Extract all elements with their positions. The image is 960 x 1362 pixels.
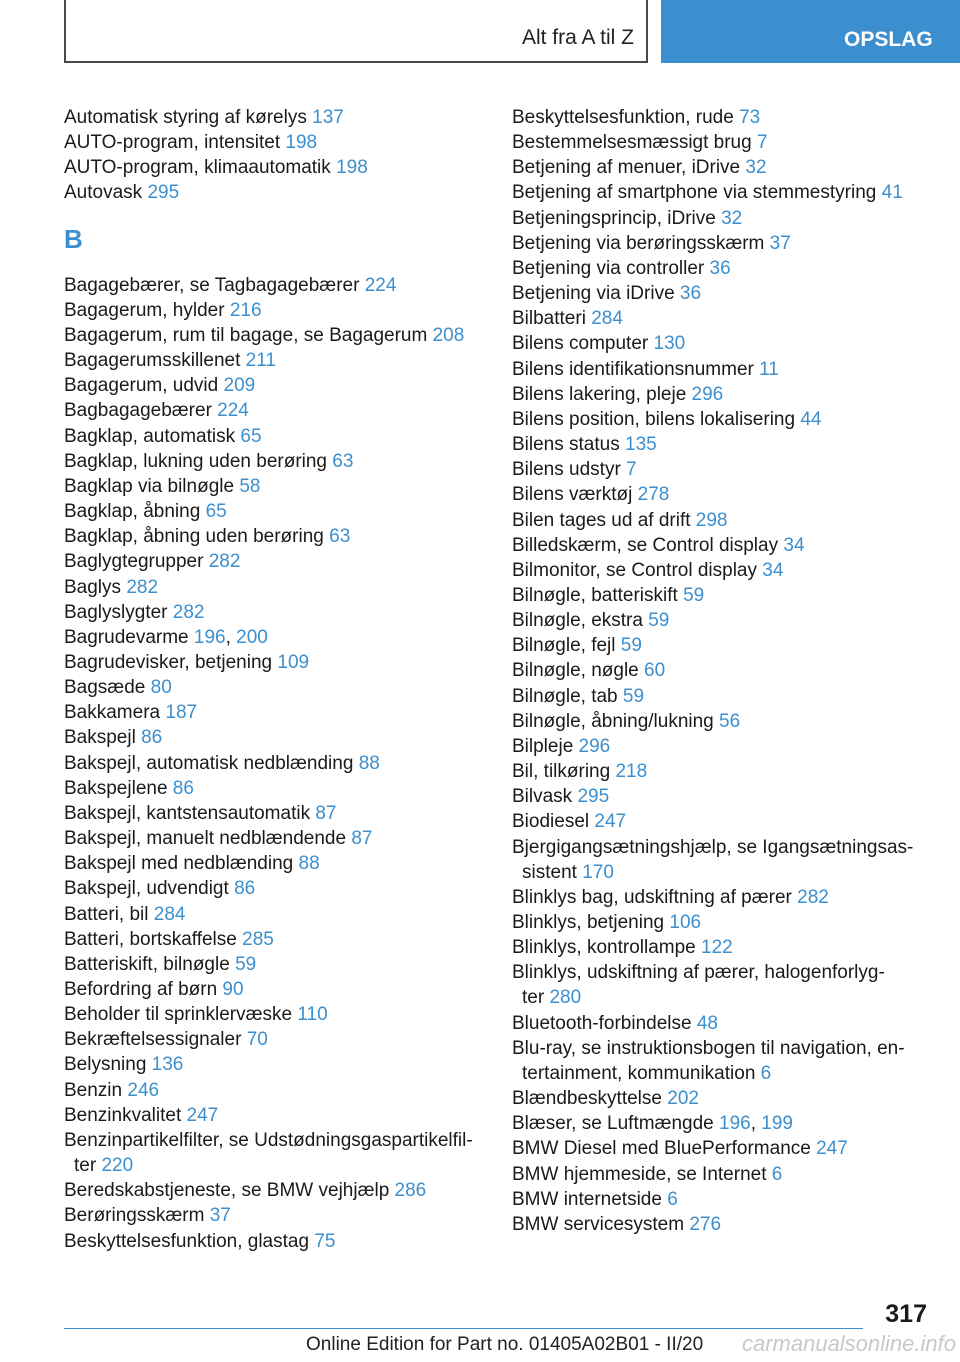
page-reference-link[interactable]: 11 [759,358,779,380]
index-entry [64,398,484,423]
entry-term: Bagrudevisker, betjening [64,651,278,673]
index-entry [512,206,932,231]
page-reference-link[interactable]: 56 [719,710,741,732]
entry-term: Bilnøgle, ekstra [512,610,649,632]
index-entry [64,952,484,977]
page-reference-link[interactable]: 218 [615,761,648,783]
index-entry [64,1178,484,1203]
footer-divider [64,1328,863,1329]
header-box [64,0,648,63]
entry-term: Betjeningsprincip, iDrive [512,207,722,229]
page-reference-link[interactable]: 224 [364,274,397,296]
entry-term: BMW hjemmeside, se Internet [512,1163,772,1185]
page-reference-link[interactable]: 136 [151,1054,184,1076]
page-reference-link[interactable]: 59 [235,953,257,975]
entry-term: Bakspejl, automatisk nedblænding [64,752,359,774]
index-entry [64,499,484,524]
entry-term-continued: sistent [522,861,583,883]
index-entry [64,373,484,398]
index-entry [512,180,932,205]
page-reference-link[interactable]: 37 [209,1205,231,1227]
page-reference-link[interactable]: 247 [186,1104,219,1126]
entry-term: Blu-ray, se instruktionsbogen til navigation, en- [512,1037,905,1059]
entry-term: Beskyttelsesfunktion, glastag [64,1230,315,1252]
index-entry [64,751,484,776]
entry-term: Blæser, se Luftmængde [512,1113,719,1135]
page-reference-link[interactable]: 209 [223,375,256,397]
entry-term: Bakspejlene [64,777,173,799]
entry-term: Blinklys bag, udskiftning af pærer [512,886,798,908]
page-reference-link[interactable]: 44 [800,408,822,430]
entry-term: Autovask [64,182,148,204]
index-entry [64,130,484,155]
page-reference-link[interactable]: 276 [689,1213,722,1235]
index-entry [512,835,932,885]
entry-term: Billedskærm, se Control display [512,534,784,556]
index-entry [512,633,932,658]
entry-term-continued: ter [74,1155,102,1177]
edition-text: Online Edition for Part no. 01405A02B01 - II/20 [306,1334,704,1355]
page-reference-link[interactable]: 88 [358,752,380,774]
entry-term: Bilmonitor, se Control display [512,559,763,581]
index-entry [512,1036,932,1086]
entry-term-continued: tertainment, kommunikation [522,1062,761,1084]
index-entry [512,1136,932,1161]
page-reference-link[interactable]: 109 [277,651,310,673]
entry-term: Bakkamera [64,702,166,724]
index-entry [64,1078,484,1103]
entry-term: Bakspejl, manuelt nedblændende [64,828,352,850]
index-entry [512,709,932,734]
page-reference-link[interactable]: 285 [242,928,274,950]
page-reference-link[interactable]: 6 [667,1188,678,1210]
index-entry [512,684,932,709]
entry-term: Betjening af smartphone via stemmestyring [512,182,882,204]
entry-term: Beredskabstjeneste, se BMW vejhjælp [64,1180,395,1202]
entry-term: Bilnøgle, batteriskift [512,584,684,606]
page-reference-link[interactable]: 87 [315,802,337,824]
entry-term: Bilnøgle, åbning/lukning [512,710,720,732]
index-entry [64,180,484,205]
page-reference-link[interactable]: 65 [205,501,227,523]
entry-term: Bakspejl, udvendigt [64,878,235,900]
page-reference-link[interactable]: 59 [622,685,645,707]
page-reference-link[interactable]: 80 [150,677,172,699]
index-entry [64,273,484,298]
index-entry [512,105,932,130]
entry-term: Bagagerum, udvid [64,375,224,397]
entry-term: Bekræftelsessignaler [64,1029,247,1051]
index-entry [64,298,484,323]
opslag-tab-label: OPSLAG [844,28,933,51]
index-entry [512,331,932,356]
index-entry [512,130,932,155]
page-reference-link[interactable]: 284 [591,308,623,330]
page-reference-link[interactable]: 200 [236,626,268,648]
entry-term: AUTO-program, intensitet [64,132,286,154]
index-column-right [512,105,932,1237]
page-reference-link[interactable]: 282 [797,886,829,908]
index-entry [512,457,932,482]
page-reference-link[interactable]: 282 [126,576,159,598]
page-reference-link[interactable]: 211 [245,350,276,372]
entry-term: Benzinkvalitet [64,1104,187,1126]
page-reference-link[interactable]: 73 [739,107,761,128]
entry-term: Bilens identifikationsnummer [512,358,760,380]
page-reference-link[interactable]: 106 [669,912,702,933]
entry-term: Bakspejl med nedblænding [64,853,299,875]
index-entry [512,608,932,633]
index-entry [64,1052,484,1077]
entry-term: Benzinpartikelfilter, se Udstødningsgaspartikelfil- [64,1129,473,1151]
page-reference-link[interactable]: 296 [691,383,724,405]
index-entry [64,851,484,876]
index-entry [64,650,484,675]
page-reference-link[interactable]: 295 [577,786,610,808]
page-reference-link[interactable]: 70 [246,1029,268,1051]
index-entry [512,256,932,281]
entry-term: Bagklap, automatisk [64,425,241,447]
page-reference-link[interactable]: 58 [239,475,261,497]
entry-term: Bestemmelsesmæssigt brug [512,132,757,154]
entry-term: Befordring af børn [64,979,223,1000]
entry-term: Bilens computer [512,333,654,355]
index-entry [64,625,484,650]
index-entry [64,1103,484,1128]
entry-term: Blinklys, betjening [512,912,670,933]
entry-term: Bilens udstyr [512,459,627,481]
index-entry [512,155,932,180]
section-title: Alt fra A til Z [521,26,634,49]
page-reference-link[interactable]: 199 [761,1113,793,1135]
index-entry [512,885,932,910]
watermark: carmanualsonline.info [741,1331,956,1356]
entry-term: Baglys [64,576,127,598]
page-reference-link[interactable]: 278 [637,484,670,506]
page-reference-link[interactable]: 224 [217,400,249,422]
entry-term: BMW servicesystem [512,1213,690,1235]
page-reference-link[interactable]: 34 [783,534,805,556]
page-reference-link[interactable]: 48 [696,1012,718,1034]
index-entry [512,1212,932,1237]
entry-term: Batteriskift, bilnøgle [64,953,236,975]
entry-term: Bagklap, lukning uden berøring [64,450,333,472]
entry-term: Automatisk styring af kørelys [64,107,313,128]
page-reference-link[interactable]: 32 [745,157,767,179]
page-reference-link[interactable]: 187 [165,702,198,724]
page-reference-link[interactable]: 36 [709,257,731,279]
entry-term-continued: ter [522,987,550,1009]
index-entry [512,809,932,834]
index-entry [512,558,932,583]
entry-term: Bilvask [512,786,578,808]
entry-term: Betjening via berøringsskærm [512,232,770,254]
page-separator: , [750,1113,762,1135]
entry-term: Bakspejl, kantstensautomatik [64,802,316,824]
page-reference-link[interactable]: 282 [208,551,241,573]
index-entry [64,575,484,600]
entry-term: Biodiesel [512,811,595,833]
page-reference-link[interactable]: 247 [594,811,627,833]
entry-term: Bagbagagebærer [64,400,218,422]
page-reference-link[interactable]: 63 [332,450,354,472]
index-entry [512,432,932,457]
page-reference-link[interactable]: 295 [147,182,180,204]
page-reference-link[interactable]: 87 [351,828,373,850]
page-reference-link[interactable]: 36 [679,283,702,305]
page-reference-link[interactable]: 196 [193,626,226,648]
page-number: 317 [885,1300,927,1328]
entry-term: Bilens værktøj [512,484,638,506]
index-entry [64,549,484,574]
entry-term: Bagsæde [64,677,151,699]
index-entry [64,725,484,750]
page-reference-link[interactable]: 196 [719,1113,751,1135]
page-separator: , [225,626,237,648]
entry-term: Baglygtegrupper [64,551,209,573]
index-entry [512,382,932,407]
page-reference-link[interactable]: 202 [667,1088,699,1110]
page-reference-link[interactable]: 86 [172,777,194,799]
entry-term: Betjening via controller [512,257,710,279]
page-reference-link[interactable]: 198 [336,157,368,179]
entry-term: Batteri, bil [64,903,154,925]
entry-term: Beholder til sprinklervæske [64,1004,298,1026]
entry-term: AUTO-program, klimaautomatik [64,157,337,179]
entry-term: Bilnøgle, fejl [512,635,621,657]
index-entry [64,449,484,474]
index-entry [512,960,932,1010]
index-entry [64,105,484,130]
index-column-left [64,105,484,1254]
index-entry [512,306,932,331]
index-entry [512,281,932,306]
page-reference-link[interactable]: 32 [721,207,743,229]
page-reference-link[interactable]: 286 [394,1180,427,1202]
index-entry [512,482,932,507]
page-reference-link[interactable]: 198 [285,132,318,154]
index-entry [64,524,484,549]
entry-term: Bilnøgle, nøgle [512,660,645,682]
page-reference-link[interactable]: 296 [578,735,611,757]
page-reference-link[interactable]: 170 [582,861,614,883]
page-reference-link[interactable]: 208 [432,324,465,346]
page-reference-link[interactable]: 86 [234,878,256,900]
index-entry [512,583,932,608]
page-reference-link[interactable]: 37 [769,232,791,254]
page-reference-link[interactable]: 220 [101,1155,134,1177]
index-entry [512,1086,932,1111]
index-entry [64,600,484,625]
entry-term: Batteri, bortskaffelse [64,928,243,950]
entry-term: Benzin [64,1079,128,1101]
entry-continuation [64,1153,484,1178]
page-reference-link[interactable]: 247 [816,1138,848,1160]
index-entry [64,927,484,952]
page-reference-link[interactable]: 6 [771,1163,783,1185]
entry-term: Bilens lakering, pleje [512,383,692,405]
entry-term: Bilens status [512,434,625,456]
entry-term: Bluetooth-forbindelse [512,1012,697,1034]
page-reference-link[interactable]: 135 [625,434,657,456]
page-reference-link[interactable]: 137 [312,107,344,128]
index-entry [512,1187,932,1212]
entry-term: Bagagerum, hylder [64,299,230,321]
entry-term: Bagagebærer, se Tagbagagebærer [64,274,365,296]
entry-term: Bilbatteri [512,308,592,330]
entry-term: Bagagerumsskillenet [64,350,246,372]
page-reference-link[interactable]: 110 [297,1004,328,1026]
page-reference-link[interactable]: 216 [229,299,262,321]
entry-term: BMW internetside [512,1188,668,1210]
entry-term: Belysning [64,1054,152,1076]
index-entry [512,1162,932,1187]
index-entry [512,1111,932,1136]
index-entry [64,675,484,700]
index-entry [64,801,484,826]
page-reference-link[interactable]: 75 [314,1230,336,1252]
page-reference-link[interactable]: 282 [172,601,205,623]
index-entry [512,533,932,558]
entry-term: Beskyttelsesfunktion, rude [512,107,740,128]
index-entry [512,784,932,809]
index-entry [512,759,932,784]
page-reference-link[interactable]: 65 [240,425,262,447]
opslag-tab[interactable] [661,0,960,63]
index-entry [512,658,932,683]
page-reference-link[interactable]: 7 [626,459,637,481]
index-entry [64,776,484,801]
page-reference-link[interactable]: 63 [329,526,351,548]
entry-term: Bagklap, åbning uden berøring [64,526,330,548]
page-reference-link[interactable]: 246 [127,1079,160,1101]
index-entry [64,348,484,373]
entry-term: Betjening via iDrive [512,283,680,305]
index-entry [64,1027,484,1052]
page-reference-link[interactable]: 6 [760,1062,772,1084]
entry-term: Bakspejl [64,727,142,749]
index-entry [512,910,932,935]
page-reference-link[interactable]: 90 [222,979,244,1000]
index-entry [64,902,484,927]
index-entry [64,1128,484,1178]
entry-term: Bjergigangsætningshjælp, se Igangsætningsas- [512,836,914,858]
page-reference-link[interactable]: 298 [695,509,728,531]
index-entry [64,1229,484,1254]
page-reference-link[interactable]: 60 [644,660,666,682]
entry-term: Bagklap via bilnøgle [64,475,240,497]
index-entry [512,508,932,533]
page-reference-link[interactable]: 59 [648,610,670,632]
index-entry [64,323,484,348]
entry-term: Bagagerum, rum til bagage, se Bagagerum [64,324,433,346]
entry-term: Blinklys, udskiftning af pærer, halogenforlyg- [512,962,885,984]
page-reference-link[interactable]: 34 [762,559,784,581]
entry-term: Blændbeskyttelse [512,1088,668,1110]
entry-term: Bilens position, bilens lokalisering [512,408,801,430]
index-entry [64,977,484,1002]
entry-continuation [512,1061,932,1086]
page-reference-link[interactable]: 130 [653,333,686,355]
page-reference-link[interactable]: 86 [141,727,163,749]
index-entry [64,424,484,449]
index-entry [512,231,932,256]
index-entry [64,876,484,901]
page-reference-link[interactable]: 59 [683,584,705,606]
index-entry [64,700,484,725]
index-entry [64,1002,484,1027]
index-entry [512,734,932,759]
entry-continuation [512,860,932,885]
page-reference-link[interactable]: 41 [881,182,903,204]
page-reference-link[interactable]: 122 [701,937,733,959]
page-reference-link[interactable]: 88 [298,853,320,875]
index-entry [64,1203,484,1228]
index-entry [512,407,932,432]
entry-term: Bilnøgle, tab [512,685,623,707]
entry-term: Blinklys, kontrollampe [512,937,702,959]
entry-term: Bilen tages ud af drift [512,509,696,531]
index-entry [64,474,484,499]
index-entry [64,826,484,851]
page-reference-link[interactable]: 284 [153,903,186,925]
entry-term: BMW Diesel med BluePerformance [512,1138,817,1160]
index-entry [512,935,932,960]
entry-term: Betjening af menuer, iDrive [512,157,746,179]
index-entry [64,155,484,180]
index-entry [512,1011,932,1036]
entry-term: Bagrudevarme [64,626,194,648]
entry-continuation [512,985,932,1010]
entry-term: Berøringsskærm [64,1205,210,1227]
entry-term: Bagklap, åbning [64,501,206,523]
entry-term: Bil, tilkøring [512,761,616,783]
page-reference-link[interactable]: 280 [549,987,582,1009]
index-entry [512,357,932,382]
entry-term: Baglyslygter [64,601,173,623]
page-reference-link[interactable]: 59 [620,635,642,657]
entry-term: Bilpleje [512,735,579,757]
page-reference-link[interactable]: 7 [756,132,768,154]
index-letter-heading: B [64,223,83,254]
